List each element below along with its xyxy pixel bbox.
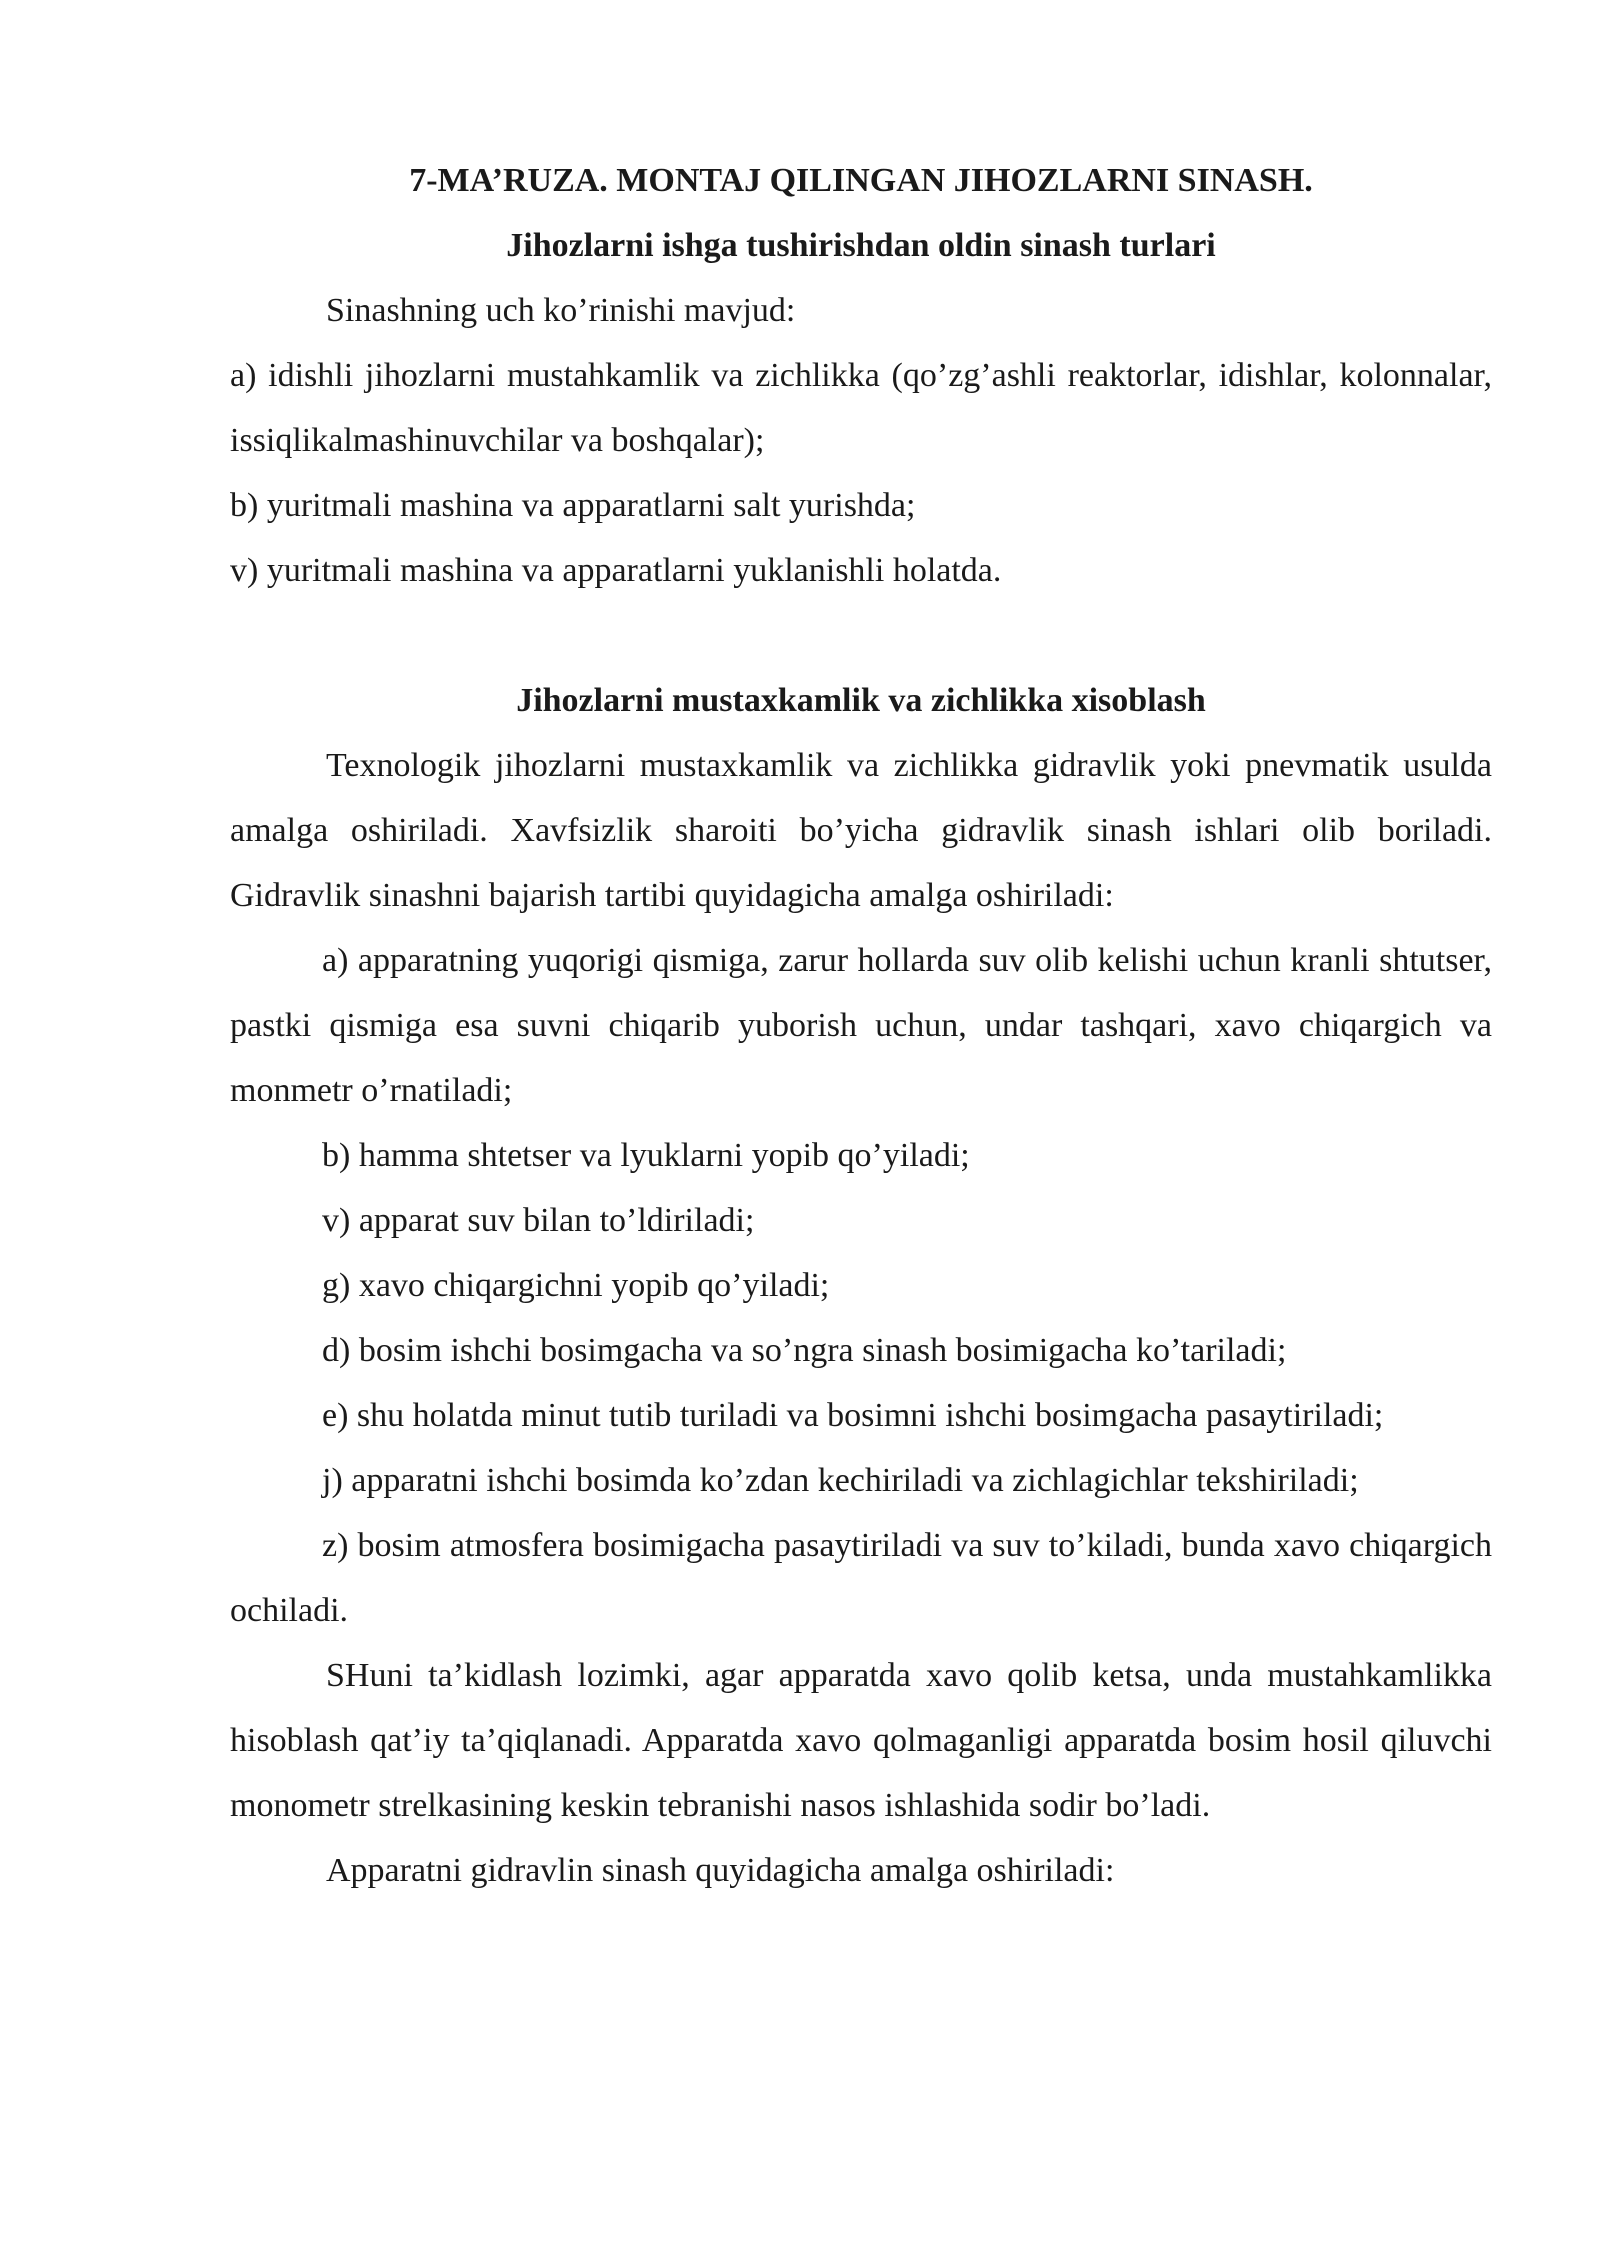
step-item-z: z) bosim atmosfera bosimigacha pasaytiriladi va suv to’kiladi, bunda xavo chiqargich ochiladi. bbox=[230, 1527, 1492, 1629]
step-item-e: e) shu holatda minut tutib turiladi va bosimni ishchi bosimgacha pasaytiriladi; bbox=[322, 1397, 1384, 1434]
blank-line bbox=[230, 603, 1492, 668]
list-item-b: b) yuritmali mashina va apparatlarni salt yurishda; bbox=[230, 487, 916, 524]
step-item-v: v) apparat suv bilan to’ldiriladi; bbox=[322, 1202, 755, 1239]
step-item-a: a) apparatning yuqorigi qismiga, zarur hollarda suv olib kelishi uchun kranli shtutser, pastki qismiga esa suvni chiqarib yuborish uchun, undar tashqari, xavo chiqargich va monmetr o’rnatiladi; bbox=[230, 942, 1492, 1109]
section-intro-paragraph: Sinashning uch ko’rinishi mavjud: bbox=[326, 292, 796, 329]
body-paragraph: Texnologik jihozlarni mustaxkamlik va zichlikka gidravlik yoki pnevmatik usulda amalga oshiriladi. Xavfsizlik sharoiti bo’yicha gidravlik sinash ishlari olib boriladi. Gidravlik sinashni bajarish tartibi quyidagicha amalga oshiriladi: bbox=[230, 747, 1492, 914]
list-item-a: a) idishli jihozlarni mustahkamlik va zichlikka (qo’zg’ashli reaktorlar, idishlar, kolonnalar, issiqlikalmashinuvchilar va boshqalar); bbox=[230, 357, 1492, 459]
list-item-v: v) yuritmali mashina va apparatlarni yuklanishli holatda. bbox=[230, 552, 1002, 589]
closing-paragraph: Apparatni gidravlin sinash quyidagicha amalga oshiriladi: bbox=[326, 1852, 1115, 1889]
section-heading-strength-testing: Jihozlarni mustaxkamlik va zichlikka xisoblash bbox=[516, 682, 1206, 719]
section-heading-test-types: Jihozlarni ishga tushirishdan oldin sinash turlari bbox=[506, 227, 1216, 264]
step-item-j: j) apparatni ishchi bosimda ko’zdan kechiriladi va zichlagichlar tekshiriladi; bbox=[322, 1462, 1359, 1499]
document-page bbox=[230, 148, 1492, 1903]
note-paragraph: SHuni ta’kidlash lozimki, agar apparatda xavo qolib ketsa, unda mustahkamlikka hisoblash qat’iy ta’qiqlanadi. Apparatda xavo qolmaganligi apparatda bosim hosil qiluvchi monometr strelkasining keskin tebranishi nasos ishlashida sodir bo’ladi. bbox=[230, 1657, 1492, 1824]
step-item-d: d) bosim ishchi bosimgacha va so’ngra sinash bosimigacha ko’tariladi; bbox=[322, 1332, 1287, 1369]
lecture-title: 7-MA’RUZA. MONTAJ QILINGAN JIHOZLARNI SINASH. bbox=[409, 162, 1313, 199]
step-item-g: g) xavo chiqargichni yopib qo’yiladi; bbox=[322, 1267, 830, 1304]
step-item-b: b) hamma shtetser va lyuklarni yopib qo’yiladi; bbox=[322, 1137, 970, 1174]
